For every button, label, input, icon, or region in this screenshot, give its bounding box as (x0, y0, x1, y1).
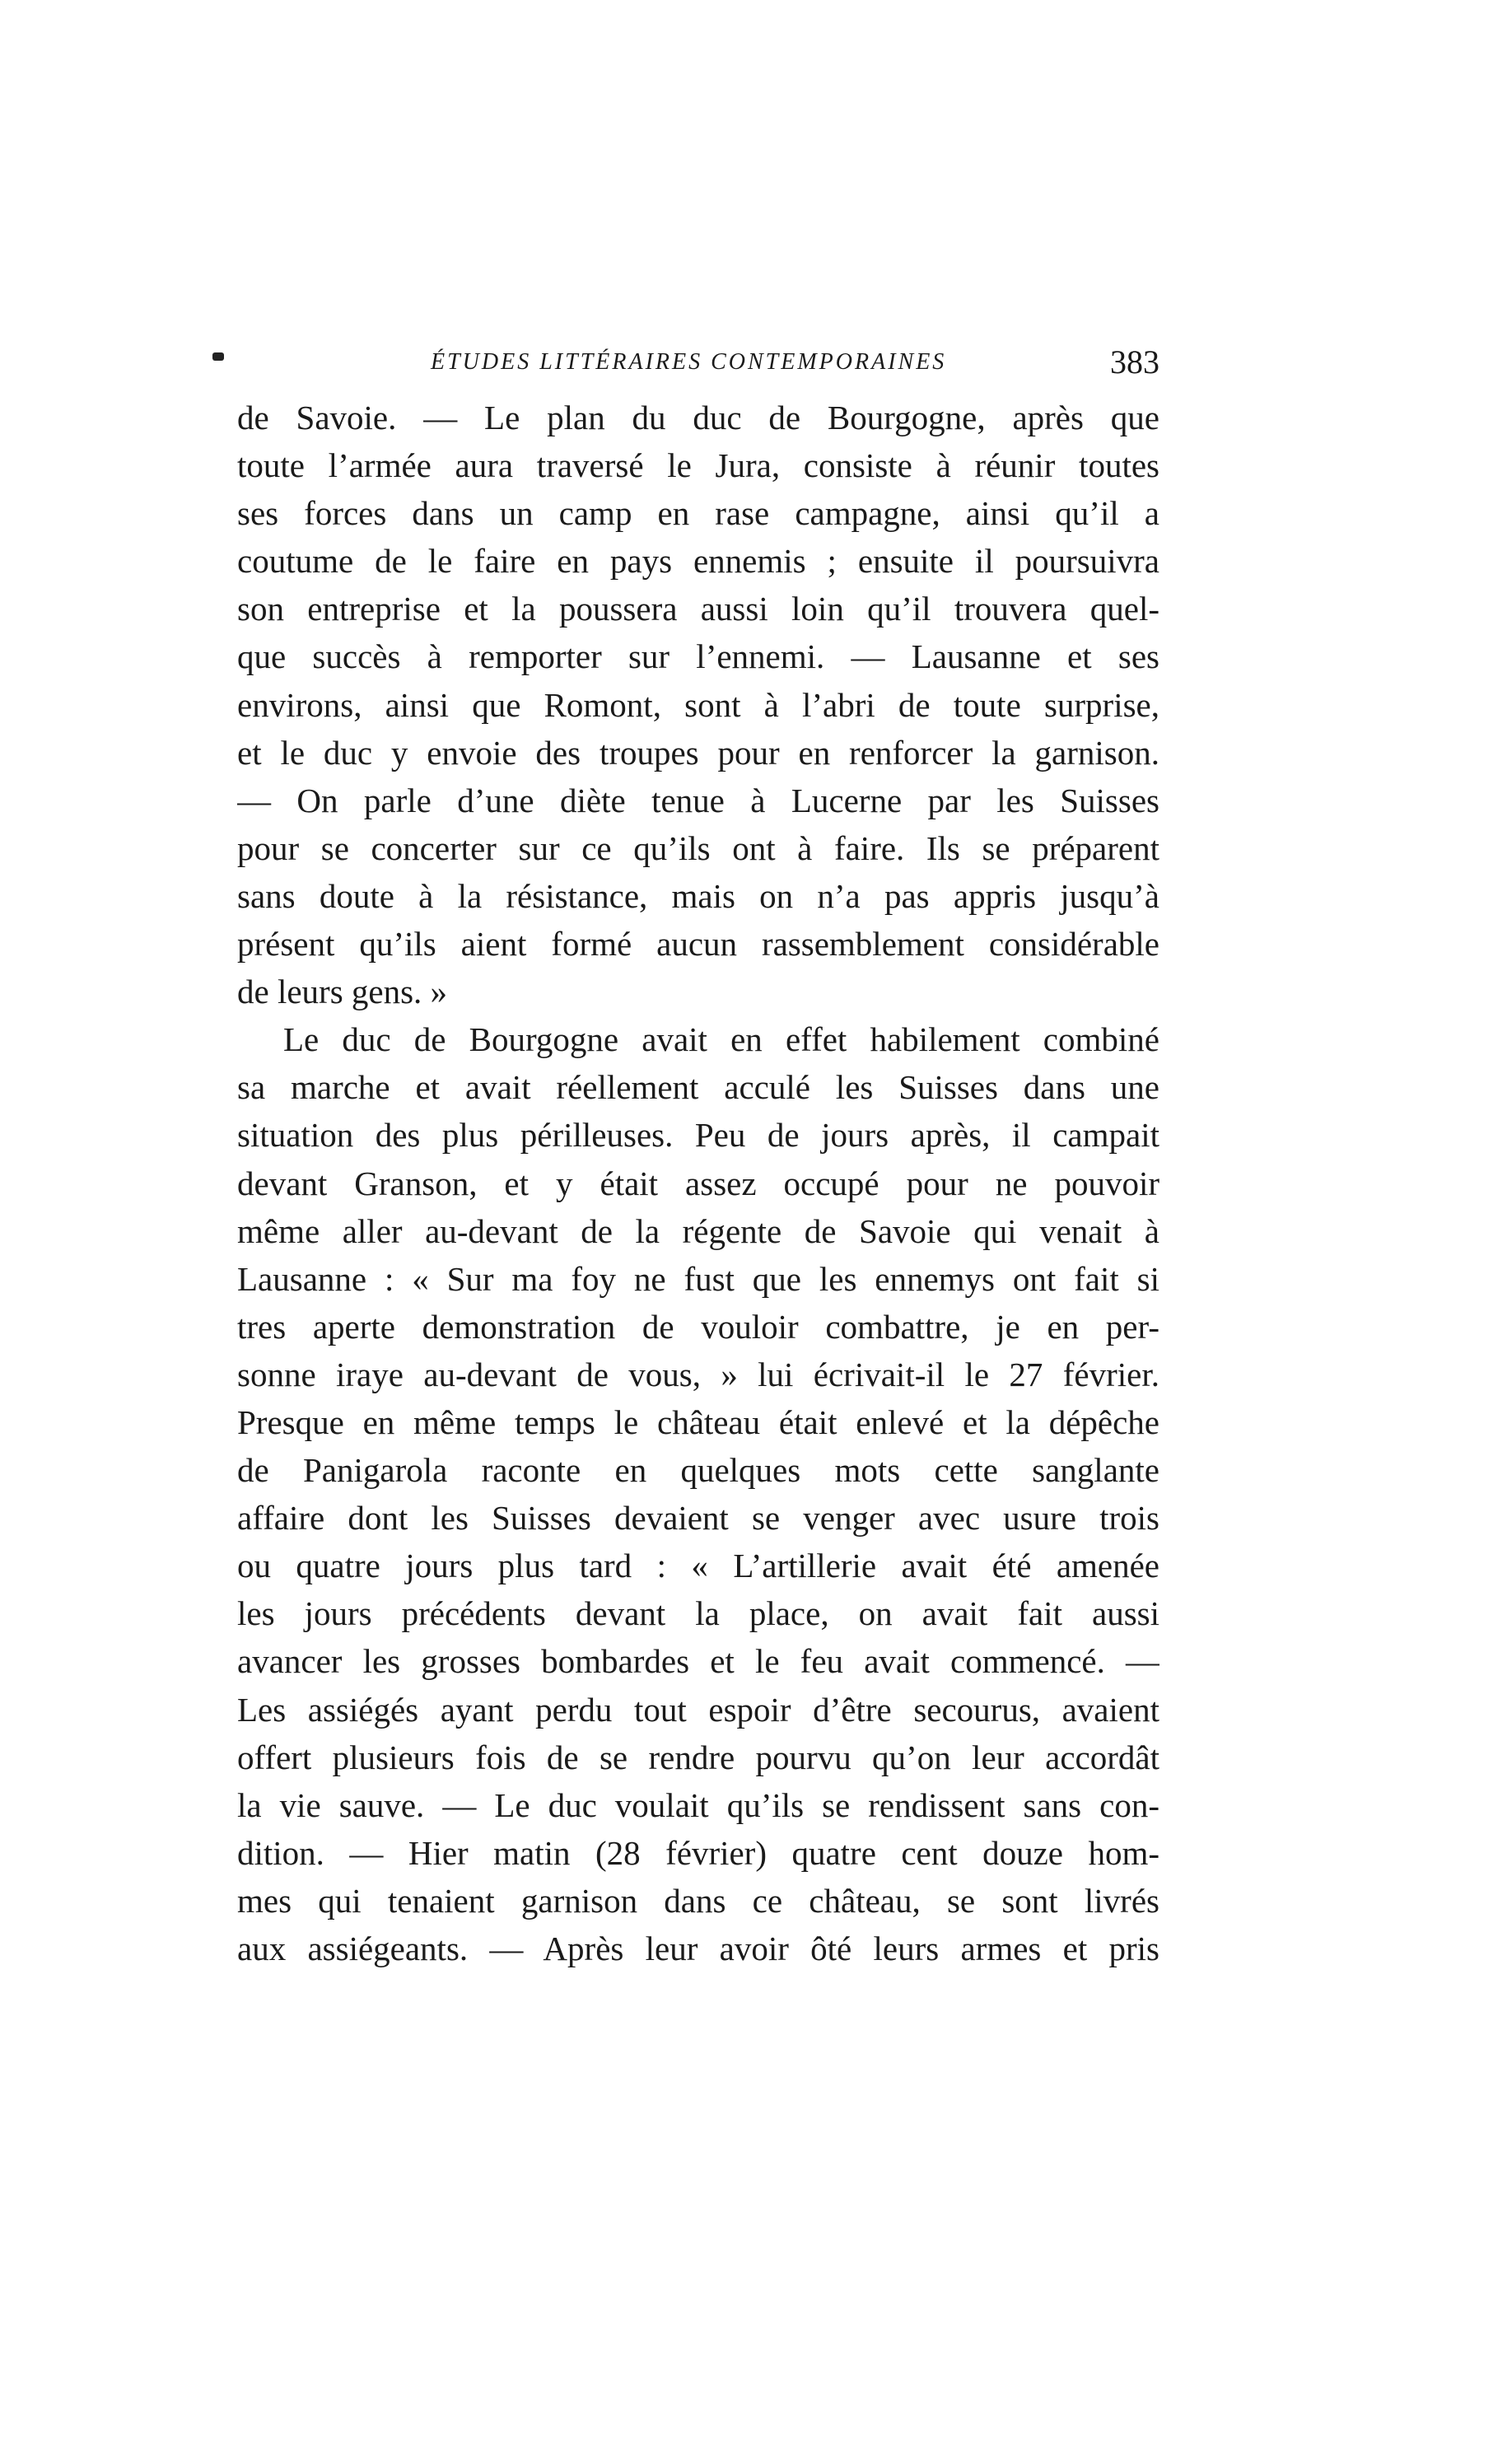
text-line: coutume de le faire en pays ennemis ; ensuite il poursuivra (237, 542, 1159, 581)
text-line: sans doute à la résistance, mais on n’a pas appris jusqu’à (237, 876, 1159, 915)
body-text (237, 394, 1159, 1972)
text-line: dition. — Hier matin (28 février) quatre cent douze hom- (237, 1833, 1159, 1872)
text-line: — On parle d’une diète tenue à Lucerne par les Suisses (237, 781, 1159, 819)
text-line: tres aperte demonstration de vouloir combattre, je en per- (237, 1307, 1159, 1346)
text-line: toute l’armée aura traversé le Jura, consiste à réunir toutes (237, 446, 1159, 485)
ink-mark (212, 352, 224, 361)
text-line: avancer les grosses bombardes et le feu avait commencé. — (237, 1642, 1159, 1681)
text-line: que succès à remporter sur l’ennemi. — Lausanne et ses (237, 637, 1159, 676)
text-line: son entreprise et la poussera aussi loin qu’il trouvera quel- (237, 590, 1159, 628)
text-line: Lausanne : « Sur ma foy ne fust que les ennemys ont fait si (237, 1259, 1159, 1298)
text-line: affaire dont les Suisses devaient se venger avec usure trois (237, 1499, 1159, 1538)
page-number: 383 (1110, 343, 1159, 380)
text-line: Presque en même temps le château était enlevé et la dépêche (237, 1402, 1159, 1441)
text-line: situation des plus périlleuses. Peu de jours après, il campait (237, 1116, 1159, 1155)
text-line: de leurs gens. » (237, 973, 448, 1011)
text-line: Le duc de Bourgogne avait en effet habilement combiné (283, 1020, 1159, 1059)
text-line: aux assiégeants. — Après leur avoir ôté leurs armes et pris (237, 1930, 1159, 1967)
text-line: de Savoie. — Le plan du duc de Bourgogne, après que (237, 399, 1159, 436)
running-head: ÉTUDES LITTÉRAIRES CONTEMPORAINES (431, 349, 947, 375)
text-line: et le duc y envoie des troupes pour en renforcer la garnison. (237, 733, 1159, 772)
text-line: environs, ainsi que Romont, sont à l’abri de toute surprise, (237, 685, 1159, 724)
text-line: de Panigarola raconte en quelques mots cette sanglante (237, 1451, 1159, 1490)
text-line: devant Granson, et y était assez occupé pour ne pouvoir (237, 1164, 1159, 1202)
text-line: ses forces dans un camp en rase campagne, ainsi qu’il a (237, 494, 1159, 533)
text-line: Les assiégés ayant perdu tout espoir d’être secourus, avaient (237, 1690, 1159, 1729)
text-line: pour se concerter sur ce qu’ils ont à faire. Ils se préparent (237, 828, 1159, 867)
text-line: sonne iraye au-devant de vous, » lui écrivait-il le 27 février. (237, 1355, 1159, 1393)
text-line: offert plusieurs fois de se rendre pourvu qu’on leur accordât (237, 1738, 1159, 1776)
text-line: ou quatre jours plus tard : « L’artillerie avait été amenée (237, 1547, 1159, 1585)
text-line: sa marche et avait réellement acculé les Suisses dans une (237, 1068, 1159, 1107)
text-line: les jours précédents devant la place, on avait fait aussi (237, 1594, 1159, 1633)
text-line: la vie sauve. — Le duc voulait qu’ils se rendissent sans con- (237, 1785, 1159, 1824)
text-line: mes qui tenaient garnison dans ce château, se sont livrés (237, 1881, 1159, 1920)
text-line: présent qu’ils aient formé aucun rassemblement considérable (237, 925, 1159, 964)
text-line: même aller au-devant de la régente de Savoie qui venait à (237, 1211, 1159, 1250)
page-header (237, 339, 1159, 389)
